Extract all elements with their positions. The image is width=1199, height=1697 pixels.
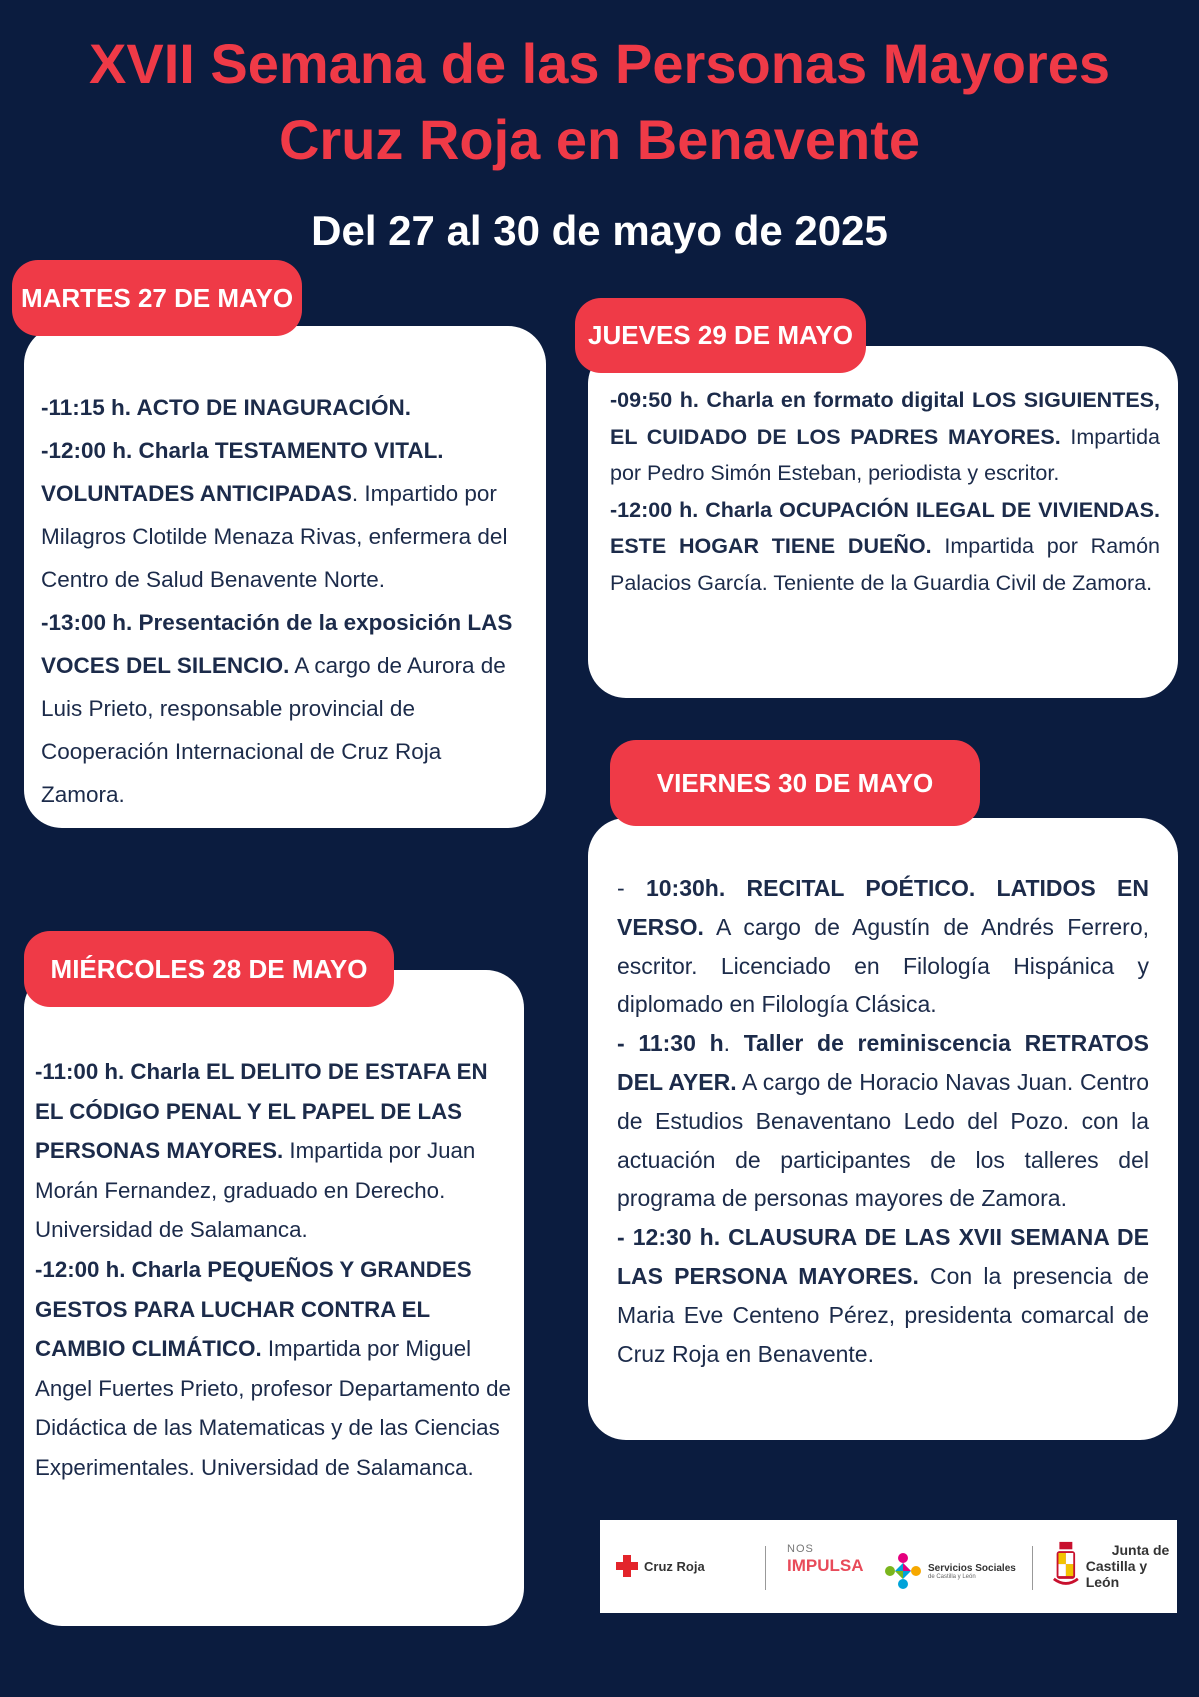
nos-label: NOS xyxy=(787,1543,814,1555)
title-line-2: Cruz Roja en Benavente xyxy=(278,108,921,171)
wednesday-event-2 xyxy=(35,1250,512,1488)
event-dot: . xyxy=(723,1030,744,1057)
event-title: -11:15 h. ACTO DE INAGURACIÓN. xyxy=(41,395,412,420)
nos-impulsa-logo xyxy=(787,1544,864,1574)
tuesday-event-1 xyxy=(41,386,530,429)
servicios-sociales-label: Servicios Sociales xyxy=(928,1562,1016,1574)
thursday-event-1 xyxy=(610,382,1160,492)
tuesday-label: MARTES 27 DE MAYO xyxy=(12,260,302,336)
servicios-sociales-logo xyxy=(882,1550,1016,1592)
tuesday-card xyxy=(24,326,546,828)
friday-card xyxy=(588,818,1178,1440)
thursday-event-2 xyxy=(610,492,1160,602)
logo-divider xyxy=(1032,1546,1033,1590)
event-text: A cargo de Horacio Navas Juan. Centro de Estudios Benaventano Ledo del Pozo. con la actuación de participantes de los talleres del programa de personas mayores de Zamora. xyxy=(617,1068,1149,1212)
junta-logo xyxy=(1052,1540,1177,1590)
servicios-sociales-sub: de Castilla y León xyxy=(928,1573,976,1580)
event-text: A cargo de Aurora de Luis Prieto, responsable provincial de Cooperación Internacional de Cruz Roja Zamora. xyxy=(41,653,506,807)
cruz-roja-label: Cruz Roja xyxy=(644,1558,705,1574)
red-cross-icon xyxy=(616,1555,638,1577)
junta-line-1: Junta de xyxy=(1111,1541,1170,1558)
event-title: -11:00 h. Charla EL DELITO DE ESTAFA EN EL CÓDIGO PENAL Y EL PAPEL DE LAS PERSONAS MAYORES. xyxy=(35,1059,488,1164)
wednesday-event-1 xyxy=(35,1052,512,1250)
friday-event-1 xyxy=(617,869,1149,1024)
event-dates: Del 27 al 30 de mayo de 2025 xyxy=(311,207,888,254)
event-title: 10:30h. RECITAL POÉTICO. LATIDOS EN VERSO. xyxy=(617,875,1149,940)
event-time: - 11:30 h xyxy=(617,1030,724,1057)
event-text: Impartida por Ramón Palacios García. Teniente de la Guardia Civil de Zamora. xyxy=(610,534,1160,595)
cruz-roja-logo xyxy=(616,1555,705,1577)
event-text: Impartida por Pedro Simón Esteban, periodista y escritor. xyxy=(610,424,1160,486)
wednesday-label: MIÉRCOLES 28 DE MAYO xyxy=(24,931,394,1007)
event-text: Con la presencia de Maria Eve Centeno Pérez, presidenta comarcal de Cruz Roja en Benavente. xyxy=(617,1262,1149,1367)
event-title: -12:00 h. Charla PEQUEÑOS Y GRANDES GESTOS PARA LUCHAR CONTRA EL CAMBIO CLIMÁTICO. xyxy=(35,1256,472,1362)
friday-event-3 xyxy=(617,1218,1149,1373)
title-line-1: XVII Semana de las Personas Mayores xyxy=(89,32,1110,95)
coat-of-arms-icon xyxy=(1052,1540,1080,1590)
event-text: Impartida por Juan Morán Fernandez, graduado en Derecho. Universidad de Salamanca. xyxy=(35,1138,476,1243)
tuesday-event-3 xyxy=(41,601,530,816)
event-title: -12:00 h. Charla TESTAMENTO VITAL. VOLUNTADES ANTICIPADAS xyxy=(41,438,444,506)
thursday-label: JUEVES 29 DE MAYO xyxy=(575,298,866,373)
wednesday-card xyxy=(24,970,524,1626)
tuesday-event-2 xyxy=(41,429,530,601)
event-title: - 12:30 h. CLAUSURA DE LAS XVII SEMANA DE LAS PERSONA MAYORES. xyxy=(617,1224,1149,1289)
event-title: Taller de reminiscencia RETRATOS DEL AYER. xyxy=(617,1030,1150,1095)
event-text: . Impartido por Milagros Clotilde Menaza Rivas, enfermera del Centro de Salud Benavente Norte. xyxy=(41,481,508,592)
logo-divider xyxy=(765,1546,766,1590)
event-title: -13:00 h. Presentación de la exposición LAS VOCES DEL SILENCIO. xyxy=(41,610,513,678)
friday-label: VIERNES 30 DE MAYO xyxy=(610,740,980,826)
junta-line-2: Castilla y León xyxy=(1085,1557,1148,1590)
event-title: -09:50 h. Charla en formato digital LOS SIGUIENTES, EL CUIDADO DE LOS PADRES MAYORES. xyxy=(610,388,1160,449)
thursday-card xyxy=(588,346,1178,698)
event-text: A cargo de Agustín de Andrés Ferrero, escritor. Licenciado en Filología Hispánica y diplomado en Filología Clásica. xyxy=(617,913,1149,1018)
friday-event-2 xyxy=(617,1024,1149,1218)
impulsa-label: IMPULSA xyxy=(787,1556,864,1575)
event-text: Impartida por Miguel Angel Fuertes Prieto, profesor Departamento de Didáctica de las Matematicas y de las Ciencias Experimentales. Universidad de Salamanca. xyxy=(35,1336,511,1480)
sponsor-logos xyxy=(600,1520,1177,1613)
servicios-sociales-icon xyxy=(882,1550,924,1592)
event-dash: - xyxy=(617,875,646,901)
event-title: -12:00 h. Charla OCUPACIÓN ILEGAL DE VIVIENDAS. ESTE HOGAR TIENE DUEÑO. xyxy=(610,497,1160,559)
